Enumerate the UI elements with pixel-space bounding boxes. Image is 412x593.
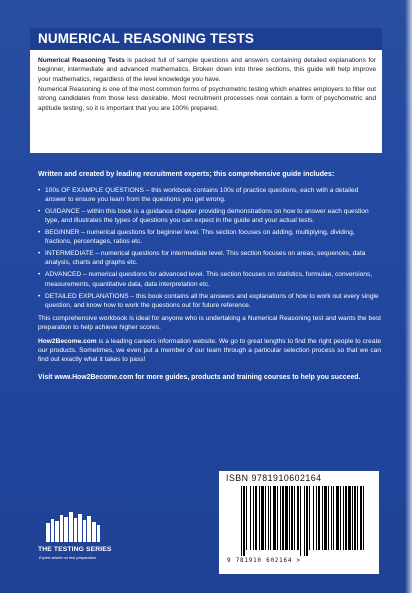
barcode-bar [241,486,242,556]
description-paragraph-2: Numerical Reasoning is one of the most common forms of psychometric testing which enables employers to filter out strong candidates from those less desirable. Most recruitment processes now contain a form of psychometric and aptitude testing, so it is important that you are 100% prepared. [38,86,376,112]
list-item [38,207,381,226]
barcode-bar [300,486,301,556]
logo-bar [69,512,73,542]
logo-bar [60,515,64,542]
barcode-bar [265,486,266,550]
list-item-text: DETAILED EXPLANATIONS – this book contains all the answers and explanations of how to work out every single question, and know how to work the questions out for future reference. [45,292,379,309]
logo-bar [46,523,50,542]
logo-bars-icon [46,512,102,542]
barcode-bar [261,486,264,550]
list-item-text: GUIDANCE – within this book is a guidance chapter providing demonstrations on how to answer each question type, and illustrates the types of questions you can expect in the guide and your actual tests. [45,207,369,225]
logo-bar [92,522,96,542]
isbn-number: ISBN 9781910602164 [226,473,322,483]
workbook-paragraph: This comprehensive workbook is ideal for anyone who is undertaking a Numerical Reasoning test and wants the best preparation to help achieve higher scores. [38,315,381,332]
barcode-bar [306,486,308,556]
barcode-bar [328,486,329,550]
barcode-bar [270,486,271,550]
list-item [38,270,381,289]
logo-bar [97,525,101,542]
barcode-bar [277,486,278,550]
description-paragraph-1 [38,56,376,84]
barcode-bar [294,486,295,550]
barcode-bar [324,486,327,550]
bullet-icon: • [38,186,41,194]
bullet-icon: • [38,271,41,279]
barcode-bar [360,486,362,550]
barcode-bar [352,486,353,550]
barcode-bar [340,486,341,550]
barcode-bar [259,486,260,550]
list-item [38,292,381,311]
logo-bar [83,520,87,542]
list-item-text: BEGINNER – numerical questions for beginner level. This section focuses on adding, multiplying, dividing, fractions, percentages, ratios etc. [45,228,355,246]
logo-bar [78,514,82,542]
bullet-icon: • [38,292,41,300]
barcode-bar [316,486,317,550]
barcode-bar [285,486,288,550]
book-title: NUMERICAL REASONING TESTS [30,28,382,50]
barcode-bar [331,486,332,550]
contents-section [38,170,381,382]
barcode-bar [253,486,254,550]
list-item [38,228,381,247]
barcode-bar [273,486,276,550]
barcode-bar [309,486,310,550]
logo-bar [87,516,91,542]
isbn-box [219,471,379,574]
barcode-bar [282,486,284,550]
logo-bar [74,518,78,542]
how2become-paragraph-text: is a leading careers information website. We go to great lengths to find the right people to create our products. Sometimes, we even put a member of our team through a particular selection process so that we can find out exactly what it takes to pass! [38,337,381,364]
barcode-bar [297,486,299,550]
barcode-bar [363,486,364,550]
barcode-bar [336,486,339,550]
list-item [38,249,381,268]
barcode-icon [239,486,371,556]
logo-bar [51,519,55,542]
list-item-text: INTERMEDIATE – numerical questions for intermediate level. This section focuses on areas, sequences, data analysis, charts and graphs etc. [45,250,366,267]
contents-intro: Written and created by leading recruitment experts; this comprehensive guide includes: [38,170,335,178]
barcode-bar [243,486,245,556]
series-name: THE TESTING SERIES [38,546,112,553]
description-paragraph-1-text: is packed full of sample questions and answers containing detailed explanations for beginner, intermediate and advanced mathematics. Broken down into three sections, this guide will help improve your mathematics, regardless of the level knowledge you have. [38,57,376,83]
book-name-bold: Numerical Reasoning Tests [38,57,125,64]
barcode-bar [250,486,251,550]
barcode-bar [357,486,358,550]
how2become-paragraph [38,337,381,365]
barcode-bar [304,486,305,556]
barcode-bar [343,486,344,550]
barcode-bar [354,486,356,550]
barcode-bar [246,486,247,550]
barcode-bar [322,486,323,550]
barcode-bar [268,486,269,550]
series-tagline: Expert advice on test preparation [39,555,97,560]
barcode-digits: 9 781910 602164 > [227,558,301,564]
visit-website-text: Visit www.How2Become.com for more guides, products and training courses to help you succeed. [38,373,361,381]
list-item-text: 100s OF EXAMPLE QUESTIONS – this workbook contains 100s of practice questions, each with a detailed answer to ensure you learn from the questions you get wrong. [45,186,359,203]
bullet-icon: • [38,250,41,258]
barcode-bar [348,486,351,550]
logo-bar [64,517,68,542]
barcode-bar [318,486,320,550]
barcode-bar [255,486,257,550]
contents-list [38,186,381,311]
bullet-icon: • [38,207,41,215]
testing-series-logo [38,512,116,564]
barcode-bar [280,486,281,550]
description-panel [30,28,382,153]
list-item-text: ADVANCED – numerical questions for advanced level. This section focuses on statistics, formulae, conversions, measurements, quantitative data, data interpretation etc. [45,271,373,288]
barcode-bar [333,486,334,550]
logo-bar [55,521,59,542]
barcode-bar [289,486,290,550]
how2become-name: How2Become.com [38,337,97,345]
list-item [38,186,381,205]
barcode-bar [291,486,293,550]
bullet-icon: • [38,228,41,236]
barcode-bar [313,486,314,550]
barcode-bar [345,486,347,550]
